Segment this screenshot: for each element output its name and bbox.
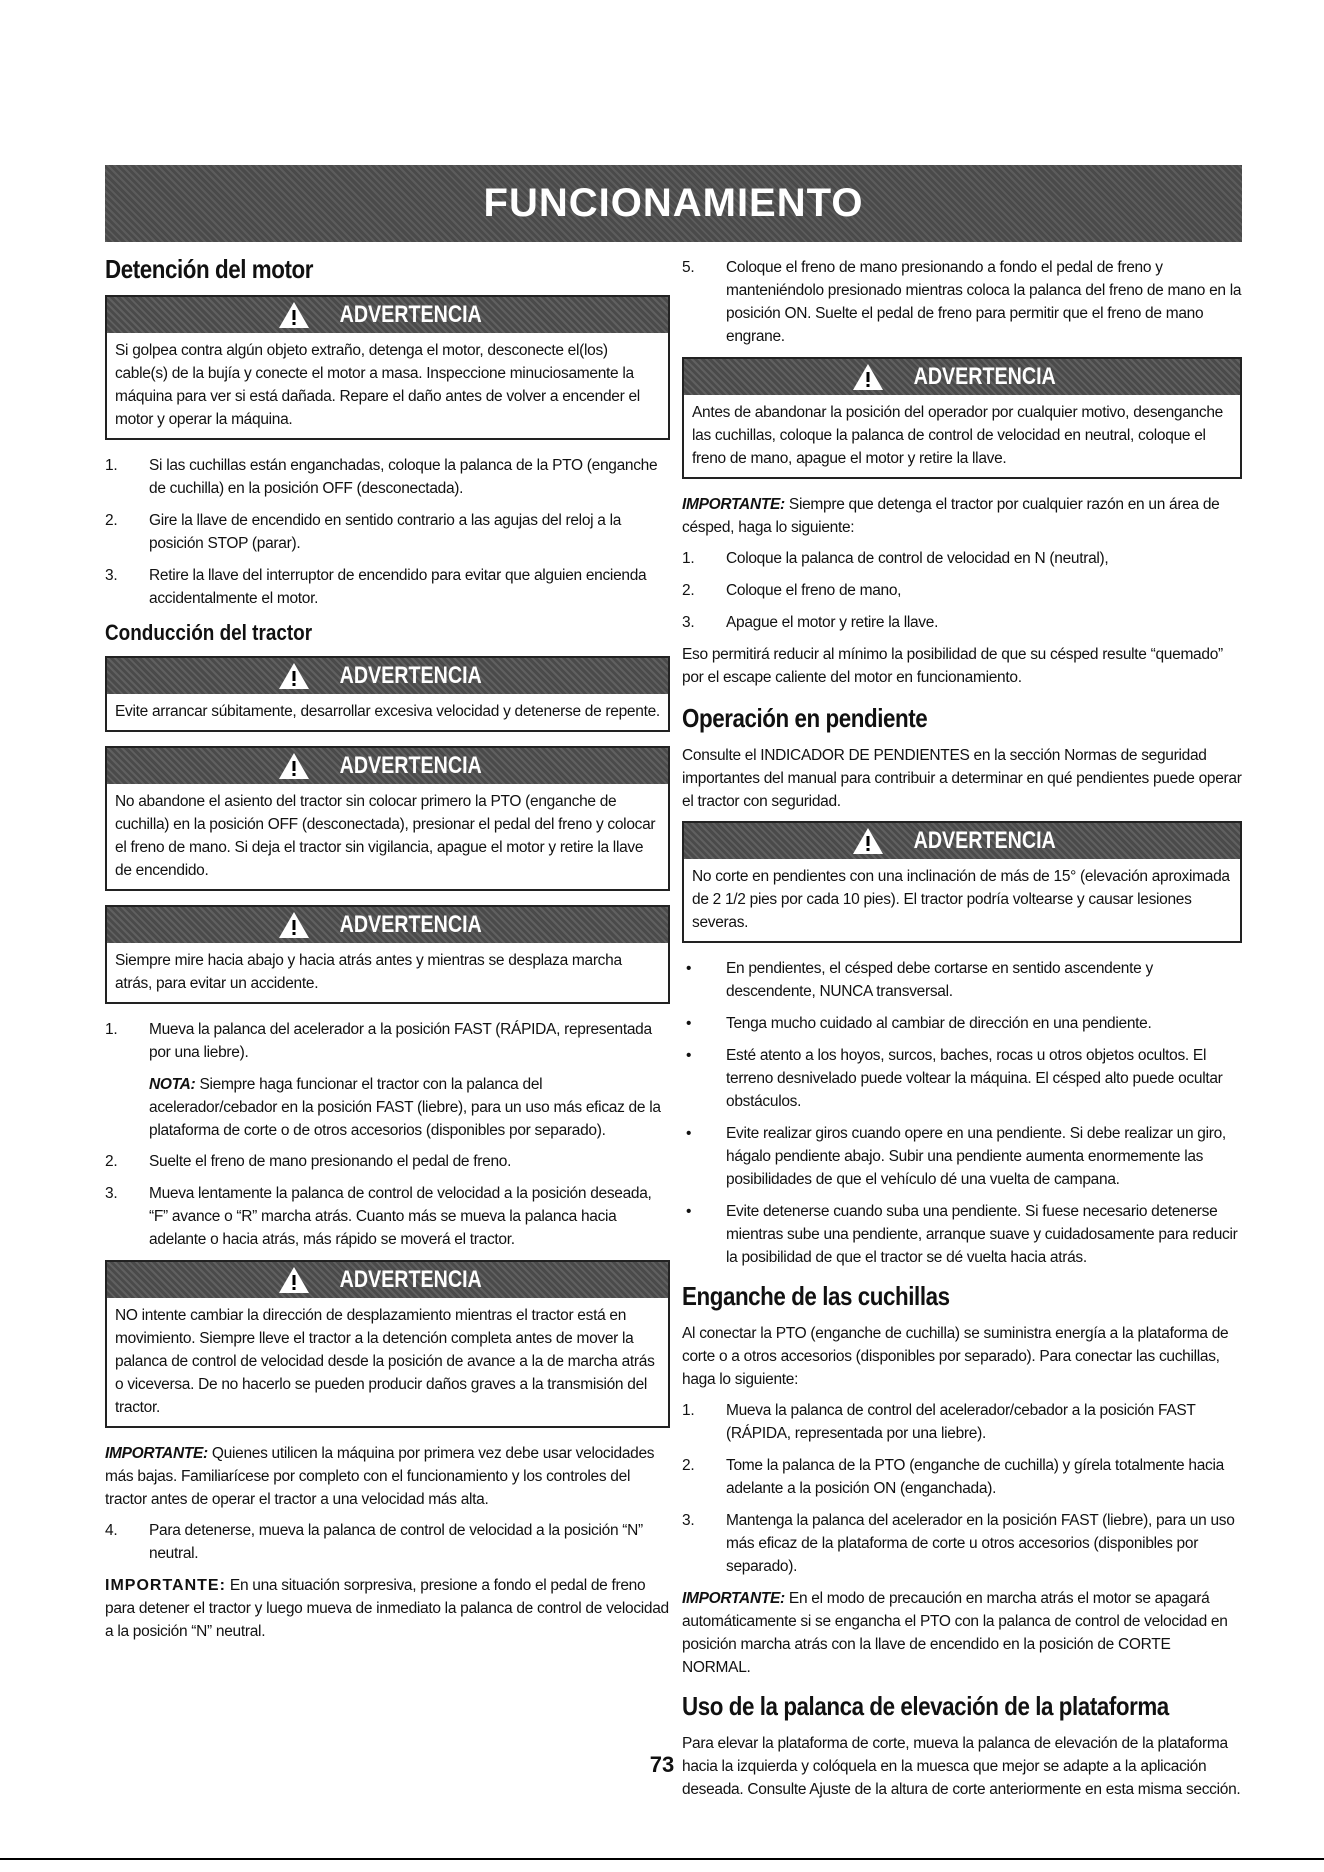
list-item — [682, 547, 1242, 570]
bullet-marker: • — [686, 1125, 692, 1142]
warning-box — [105, 295, 670, 440]
warning-header — [684, 823, 1240, 859]
list-text: Coloque la palanca de control de velocidad en N (neutral), — [726, 550, 1109, 567]
list-item — [682, 611, 1242, 634]
warning-text: NO intente cambiar la dirección de desplazamiento mientras el tractor está en movimiento. Siempre lleve el tractor a la detención completa antes de mover la palanca de control de velocidad desde la posición de avance a la de marcha atrás o viceversa. De no hacerlo se pueden producir daños graves a la transmisión del tractor. — [115, 1307, 655, 1416]
bullet-marker: • — [686, 1015, 692, 1032]
list-item — [682, 1509, 1242, 1578]
heading-deck-lift-lever: Uso de la palanca de elevación de la plataforma — [682, 1691, 1169, 1721]
bullet-marker: • — [686, 1047, 692, 1064]
important-paragraph — [105, 1574, 670, 1643]
warning-label: ADVERTENCIA — [339, 752, 482, 779]
list-number: 4. — [105, 1522, 118, 1539]
warning-label: ADVERTENCIA — [913, 827, 1057, 854]
list-text: Tome la palanca de la PTO (enganche de cuchilla) y gírela totalmente hacia adelante a la posición ON (enganchada). — [726, 1457, 1224, 1497]
important-text: En el modo de precaución en marcha atrás el motor se apagará automáticamente si se engancha el PTO con la palanca de control de velocidad en posición marcha atrás con la llave de encendido en la posición de CORTE NORMAL. — [682, 1590, 1228, 1676]
list-text: Evite realizar giros cuando opere en una pendiente. Si debe realizar un giro, hágalo pendiente abajo. Subir una pendiente aumenta enormemente las posibilidades de que el vehículo dé una vuelta de campana. — [726, 1125, 1226, 1188]
warning-box — [682, 821, 1242, 943]
note-paragraph — [149, 1073, 670, 1142]
paragraph: Consulte el INDICADOR DE PENDIENTES en la sección Normas de seguridad importantes del manual para contribuir a determinar en qué pendientes puede operar el tractor con seguridad. — [682, 747, 1242, 810]
warning-text: Si golpea contra algún objeto extraño, detenga el motor, desconecte el(los) cable(s) de la bujía y conecte el motor a masa. Inspeccione minuciosamente la máquina para ver si está dañada. Repare el daño antes de volver a encender el motor y operar la máquina. — [115, 342, 640, 428]
list-item — [682, 1454, 1242, 1500]
warning-box — [105, 905, 670, 1004]
important-paragraph — [105, 1442, 670, 1511]
list-text: Apague el motor y retire la llave. — [726, 614, 939, 631]
list-number: 3. — [682, 614, 695, 631]
bullet-marker: • — [686, 1203, 692, 1220]
warning-label: ADVERTENCIA — [913, 363, 1057, 390]
list-number: 2. — [682, 1457, 695, 1474]
heading-slope-operation: Operación en pendiente — [682, 703, 928, 733]
right-column — [682, 256, 1242, 1809]
warning-box — [105, 1260, 670, 1428]
list-text: En pendientes, el césped debe cortarse en sentido ascendente y descendente, NUNCA transversal. — [726, 960, 1153, 1000]
list-text: Suelte el freno de mano presionando el pedal de freno. — [149, 1153, 512, 1170]
list-item — [105, 564, 670, 610]
list-text: Mantenga la palanca del acelerador en la posición FAST (liebre), para un uso más eficaz de la plataforma de corte u otros accesorios (disponibles por separado). — [726, 1512, 1235, 1575]
important-paragraph — [682, 1587, 1242, 1679]
bullet-item — [682, 1200, 1242, 1269]
left-column — [105, 254, 670, 1651]
warning-triangle-icon — [278, 752, 310, 780]
important-text: En una situación sorpresiva, presione a fondo el pedal de freno para detener el tractor y luego mueva de inmediato la palanca de control de velocidad a la posición “N” neutral. — [105, 1577, 669, 1640]
list-text: Coloque el freno de mano, — [726, 582, 902, 599]
paragraph: Eso permitirá reducir al mínimo la posibilidad de que su césped resulte “quemado” por el escape caliente del motor en funcionamiento. — [682, 646, 1223, 686]
note-label: NOTA: — [149, 1076, 196, 1093]
list-text: Mueva la palanca de control del acelerador/cebador a la posición FAST (RÁPIDA, representada por una liebre). — [726, 1402, 1196, 1442]
warning-box — [105, 656, 670, 732]
warning-triangle-icon — [852, 363, 884, 391]
warning-header — [107, 748, 668, 784]
bottom-rule — [0, 1858, 1324, 1860]
section-title: FUNCIONAMIENTO — [483, 181, 864, 225]
list-number: 5. — [682, 259, 695, 276]
important-label: IMPORTANTE: — [105, 1445, 208, 1462]
warning-header — [107, 907, 668, 943]
warning-label: ADVERTENCIA — [339, 301, 482, 328]
list-number: 3. — [105, 567, 118, 584]
list-number: 1. — [682, 1402, 695, 1419]
warning-text: No abandone el asiento del tractor sin colocar primero la PTO (enganche de cuchilla) en la posición OFF (desconectada), presionar el pedal del freno y colocar el freno de mano. Si deja el tractor sin vigilancia, apague el motor y retire la llave de encendido. — [115, 793, 656, 879]
list-text: Coloque el freno de mano presionando a fondo el pedal de freno y manteniéndolo presionado mientras coloca la palanca del freno de mano en la posición ON. Suelte el pedal de freno para permitir que el freno de mano engrane. — [726, 259, 1242, 345]
list-item — [105, 509, 670, 555]
important-text: Siempre que detenga el tractor por cualquier razón en un área de césped, haga lo siguiente: — [682, 496, 1220, 536]
list-number: 2. — [105, 512, 118, 529]
bullet-item — [682, 1012, 1242, 1035]
warning-triangle-icon — [278, 1266, 310, 1294]
warning-triangle-icon — [278, 662, 310, 690]
list-number: 2. — [105, 1153, 118, 1170]
important-label: IMPORTANTE: — [105, 1577, 226, 1594]
list-number: 1. — [105, 457, 118, 474]
list-number: 1. — [105, 1021, 118, 1038]
warning-header — [107, 658, 668, 694]
warning-box — [105, 746, 670, 891]
warning-header — [107, 1262, 668, 1298]
list-text: Si las cuchillas están enganchadas, coloque la palanca de la PTO (enganche de cuchilla) en la posición OFF (desconectada). — [149, 457, 658, 497]
paragraph: Al conectar la PTO (enganche de cuchilla) se suministra energía a la plataforma de corte o a otros accesorios (disponibles por separado). Para conectar las cuchillas, haga lo siguiente: — [682, 1325, 1229, 1388]
warning-label: ADVERTENCIA — [339, 1266, 482, 1293]
list-text: Evite detenerse cuando suba una pendiente. Si fuese necesario detenerse mientras sube una pendiente, arranque suave y cuidadosamente para reducir la posibilidad de que el tractor se dé vuelta hacia atrás. — [726, 1203, 1238, 1266]
warning-header — [684, 359, 1240, 395]
important-text: Quienes utilicen la máquina por primera vez debe usar velocidades más bajas. Familiarícese por completo con el funcionamiento y los controles del tractor antes de operar el tractor a una velocidad más alta. — [105, 1445, 655, 1508]
list-item — [105, 1018, 670, 1064]
paragraph: Para elevar la plataforma de corte, mueva la palanca de elevación de la plataforma hacia la izquierda y colóquela en la muesca que mejor se adapte a la aplicación deseada. Consulte Ajuste de la altura de corte anteriormente en esta misma sección. — [682, 1735, 1241, 1798]
bullet-item — [682, 957, 1242, 1003]
important-label: IMPORTANTE: — [682, 1590, 785, 1607]
note-text: Siempre haga funcionar el tractor con la palanca del acelerador/cebador en la posición FAST (liebre), para un uso más eficaz de la plataforma de corte o de otros accesorios (disponibles por separado). — [149, 1076, 661, 1139]
warning-triangle-icon — [278, 911, 310, 939]
warning-triangle-icon — [852, 827, 884, 855]
warning-text: Antes de abandonar la posición del operador por cualquier motivo, desenganche las cuchillas, coloque la palanca de control de velocidad en neutral, coloque el freno de mano, apague el motor y retire la llave. — [692, 404, 1223, 467]
bullet-item — [682, 1122, 1242, 1191]
list-item — [105, 454, 670, 500]
page-number: 73 — [649, 1752, 675, 1777]
list-number: 3. — [105, 1185, 118, 1202]
list-text: Retire la llave del interruptor de encendido para evitar que alguien encienda accidentalmente el motor. — [149, 567, 647, 607]
warning-text: Evite arrancar súbitamente, desarrollar excesiva velocidad y detenerse de repente. — [115, 703, 660, 720]
list-number: 1. — [682, 550, 695, 567]
list-text: Esté atento a los hoyos, surcos, baches, rocas u otros objetos ocultos. El terreno desnivelado puede voltear la máquina. El césped alto puede ocultar obstáculos. — [726, 1047, 1223, 1110]
list-item — [682, 256, 1242, 348]
list-text: Para detenerse, mueva la palanca de control de velocidad a la posición “N” neutral. — [149, 1522, 643, 1562]
list-text: Gire la llave de encendido en sentido contrario a las agujas del reloj a la posición STOP (parar). — [149, 512, 622, 552]
list-text: Mueva lentamente la palanca de control de velocidad a la posición deseada, “F” avance o “R” marcha atrás. Cuanto más se mueva la palanca hacia adelante o hacia atrás, más rápido se moverá el tractor. — [149, 1185, 652, 1248]
list-item — [682, 579, 1242, 602]
warning-label: ADVERTENCIA — [339, 911, 482, 938]
heading-engine-stop: Detención del motor — [105, 254, 313, 284]
list-text: Mueva la palanca del acelerador a la posición FAST (RÁPIDA, representada por una liebre). — [149, 1021, 652, 1061]
section-banner — [105, 165, 1242, 242]
warning-text: No corte en pendientes con una inclinación de más de 15° (elevación aproximada de 2 1/2 pies por cada 10 pies). El tractor podría voltearse y causar lesiones severas. — [692, 868, 1230, 931]
heading-driving: Conducción del tractor — [105, 620, 313, 645]
bullet-marker: • — [686, 960, 692, 977]
list-item — [105, 1150, 670, 1173]
list-item — [105, 1519, 670, 1565]
list-item — [105, 1182, 670, 1251]
list-number: 2. — [682, 582, 695, 599]
heading-blade-engagement: Enganche de las cuchillas — [682, 1281, 950, 1311]
important-label: IMPORTANTE: — [682, 496, 785, 513]
list-number: 3. — [682, 1512, 695, 1529]
list-item — [682, 1399, 1242, 1445]
warning-text: Siempre mire hacia abajo y hacia atrás antes y mientras se desplaza marcha atrás, para evitar un accidente. — [115, 952, 622, 992]
important-paragraph — [682, 493, 1242, 539]
warning-header — [107, 297, 668, 333]
warning-box — [682, 357, 1242, 479]
list-text: Tenga mucho cuidado al cambiar de dirección en una pendiente. — [726, 1015, 1152, 1032]
bullet-item — [682, 1044, 1242, 1113]
warning-label: ADVERTENCIA — [339, 662, 482, 689]
warning-triangle-icon — [278, 301, 310, 329]
